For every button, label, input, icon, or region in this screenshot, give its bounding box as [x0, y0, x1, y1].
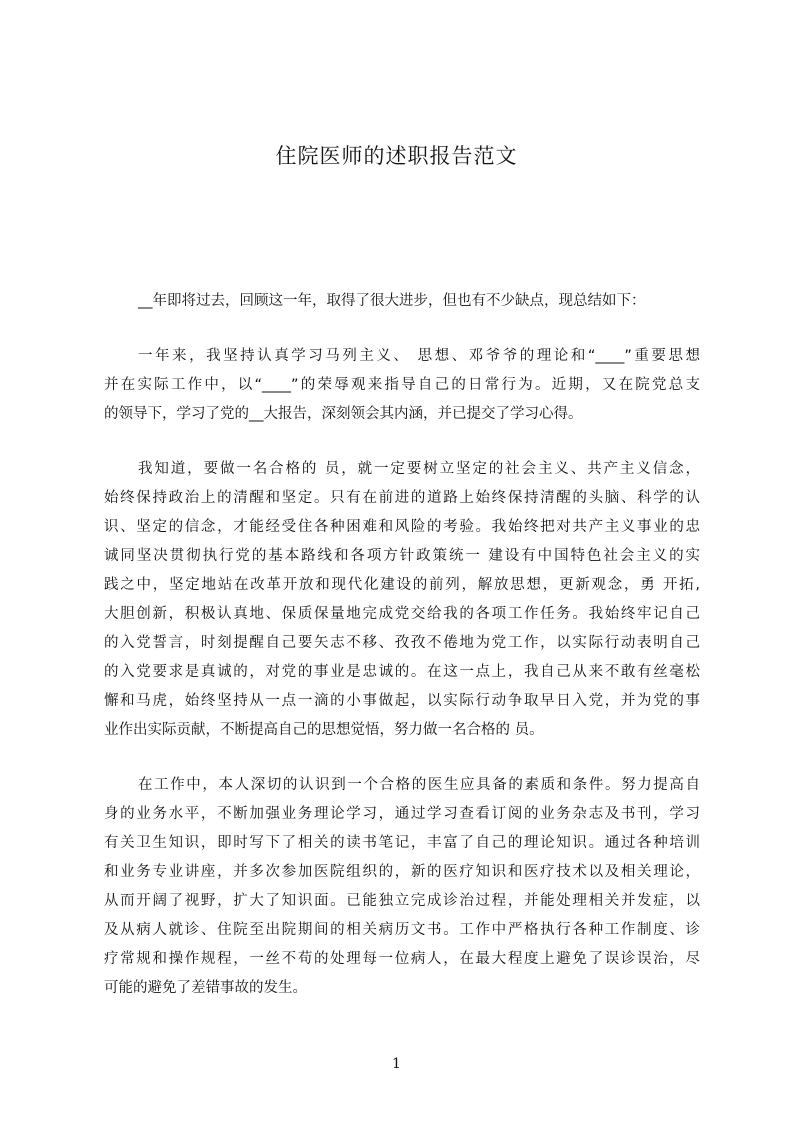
text-line: 在工作中，本人深切的认识到一个合格的医生应具备的素质和条件。努力提高自: [138, 777, 700, 793]
text-line: __年即将过去，回顾这一年，取得了很大进步，但也有不少缺点，现总结如下：: [138, 293, 646, 309]
paragraph-study: [104, 342, 700, 429]
text-line: 及从病人就诊、住院至出院期间的相关病历文书。工作中严格执行各种工作制度、诊: [104, 922, 700, 938]
text-line: 和业务专业讲座，并多次参加医院组织的，新的医疗知识和医疗技术以及相关理论，: [104, 864, 700, 880]
text-line: 践之中，坚定地站在改革开放和现代化建设的前列，解放思想，更新观念，勇 开拓,: [104, 577, 700, 593]
document-title: 住院医师的述职报告范文: [275, 144, 518, 168]
text-line: 懈和马虎，始终坚持从一点一滴的小事做起，以实际行动争取早日入党，并为党的事: [104, 693, 700, 709]
text-line: 有关卫生知识，即时写下了相关的读书笔记，丰富了自己的理论知识。通过各种培训: [104, 835, 700, 851]
text-line: 的入党要求是真诚的，对党的事业是忠诚的。在这一点上，我自己从来不敢有丝毫松: [104, 664, 700, 680]
text-line: 识、坚定的信念，才能经受住各种困难和风险的考验。我始终把对共产主义事业的忠: [104, 519, 700, 535]
text-line: 身的业务水平，不断加强业务理论学习，通过学习查看订阅的业务杂志及书刊，学习: [104, 806, 700, 822]
text-line: 我知道，要做一名合格的 员，就一定要树立坚定的社会主义、共产主义信念，: [138, 461, 700, 477]
text-line: 疗常规和操作规程，一丝不苟的处理每一位病人，在最大程度上避免了误诊误治，尽: [104, 951, 700, 967]
text-line: 的入党誓言，时刻提醒自己要矢志不移、孜孜不倦地为党工作，以实际行动表明自己: [104, 635, 700, 651]
text-line: 一年来，我坚持认真学习马列主义、 思想、邓爷爷的理论和“____”重要思想: [138, 348, 700, 364]
page-number: 1: [392, 1056, 401, 1072]
text-line: 从而开阔了视野，扩大了知识面。已能独立完成诊治过程，并能处理相关并发症，以: [104, 893, 700, 909]
text-line: 诚同坚决贯彻执行党的基本路线和各项方针政策统一 建设有中国特色社会主义的实: [104, 548, 700, 564]
paragraph-intro: [104, 287, 700, 316]
paragraph-belief: [104, 455, 700, 745]
text-line: 可能的避免了差错事故的发生。: [104, 980, 307, 996]
text-line: 大胆创新，积极认真地、保质保量地完成党交给我的各项工作任务。我始终牢记自己: [104, 606, 700, 622]
document-body: [104, 287, 700, 1029]
text-line: 并在实际工作中，以“____”的荣辱观来指导自己的日常行为。近期，又在院党总支: [104, 377, 700, 393]
text-line: 的领导下，学习了党的__大报告，深刻领会其内涵，并已提交了学习心得。: [104, 406, 583, 422]
text-line: 业作出实际贡献，不断提高自己的思想觉悟，努力做一名合格的 员。: [104, 722, 544, 738]
paragraph-work: [104, 771, 700, 1003]
text-line: 始终保持政治上的清醒和坚定。只有在前进的道路上始终保持清醒的头脑、科学的认: [104, 490, 700, 506]
